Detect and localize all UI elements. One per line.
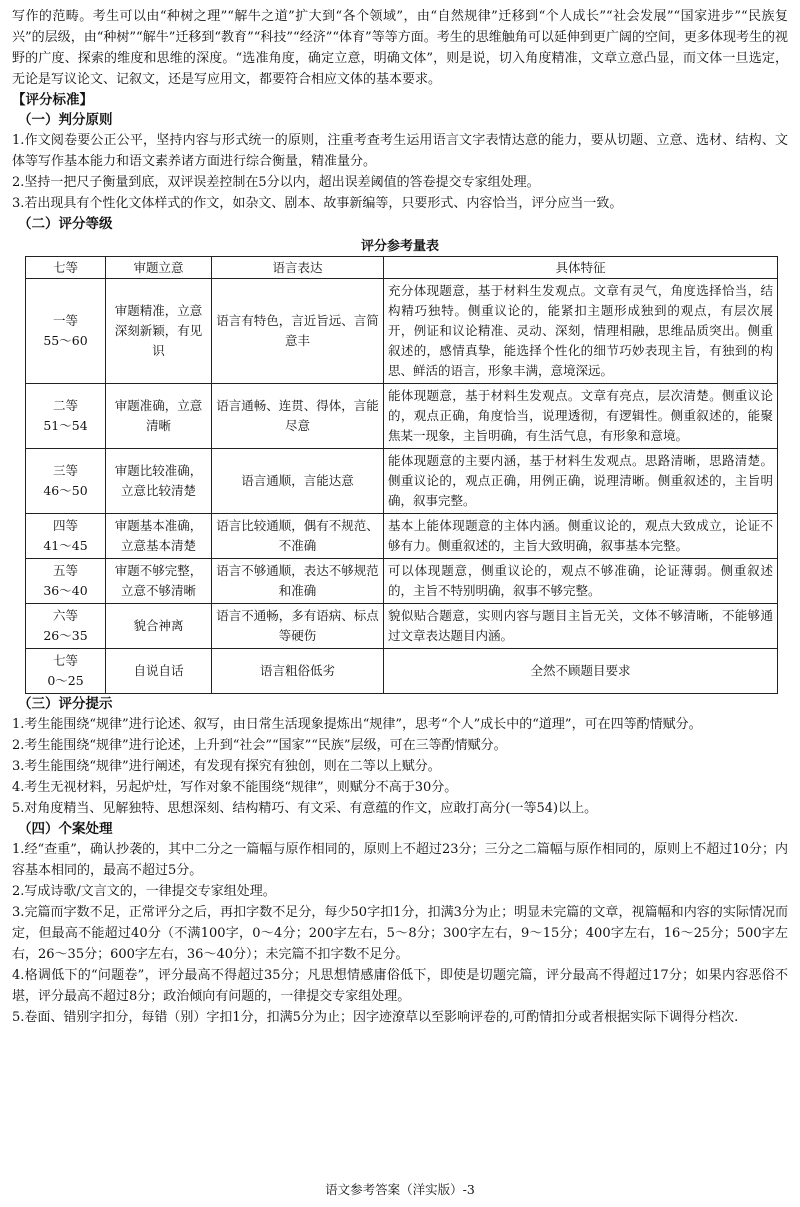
grade-cell xyxy=(26,559,106,604)
s4-item-1: 1.经“查重”，确认抄袭的，其中二分之一篇幅与原作相同的，原则上不超过23分；三分之二篇幅与原作相同的，原则上不超过10分；内容基本相同的，最高不超过5分。 xyxy=(12,842,788,878)
language-cell: 语言通顺，言能达意 xyxy=(212,449,384,514)
s4-item-3: 3.完篇而字数不足，正常评分之后，再扣字数不足分，每少50字扣1分，扣满3分为止；明显未完篇的文章，视篇幅和内容的实际情况而定，但最高不能超过40分（不满100字，0～4分；200字左右，5～8分；300字左右，9～15分；400字左右，16～25分；500字左右，26～35分；600字左右，36～40分）；未完篇不扣字数不足分。 xyxy=(12,905,788,962)
table-header-row xyxy=(26,257,778,279)
table-row xyxy=(26,649,778,694)
s1-item-2: 2.坚持一把尺子衡量到底，双评误差控制在5分以内，超出误差阈值的答卷提交专家组处理。 xyxy=(12,175,540,190)
header-features: 具体特征 xyxy=(384,257,778,279)
table-title: 评分参考量表 xyxy=(360,239,439,254)
language-cell: 语言粗俗低劣 xyxy=(212,649,384,694)
page-footer: 语文参考答案（洋实版）-3 xyxy=(325,1182,475,1197)
topic-cell: 貌合神离 xyxy=(106,604,212,649)
table-row xyxy=(26,604,778,649)
s1-item-3: 3.若出现具有个性化文体样式的作文，如杂文、剧本、故事新编等，只要形式、内容恰当，评分应当一致。 xyxy=(12,196,623,211)
grade-range: 46～50 xyxy=(43,483,88,498)
table-row xyxy=(26,449,778,514)
s3-item-5: 5.对角度精当、见解独特、思想深刻、结构精巧、有文采、有意蕴的作文，应敢打高分(一等54)以上。 xyxy=(12,801,598,816)
topic-cell: 审题不够完整，立意不够清晰 xyxy=(106,559,212,604)
feature-cell: 能体现题意，基于材料生发观点。文章有亮点，层次清楚。侧重议论的，观点正确，角度恰当，说理透彻，有逻辑性。侧重叙述的，能聚焦某一现象，主旨明确，有生活气息，有形象和意境。 xyxy=(384,384,778,449)
grade-range: 55～60 xyxy=(43,333,88,348)
feature-cell: 能体现题意的主要内涵，基于材料生发观点。思路清晰，思路清楚。侧重议论的，观点正确，用例正确，说理清晰。侧重叙述的，主旨明确，叙事完整。 xyxy=(384,449,778,514)
table-row xyxy=(26,559,778,604)
feature-cell: 充分体现题意，基于材料生发观点。文章有灵气，角度选择恰当，结构精巧独特。侧重议论的，能紧扣主题形成独到的观点，有层次展开，例证和议论精准、灵动、深刻，情理相融，思维品质突出。侧重叙述的，感情真挚，能选择个性化的细节巧妙表现主旨，有独到的构思、鲜活的语言，形象丰满，意境深远。 xyxy=(384,279,778,384)
grade-cell xyxy=(26,604,106,649)
grade-cell xyxy=(26,449,106,514)
grade-name: 四等 xyxy=(52,518,78,533)
intro-paragraph: 写作的范畴。考生可以由“种树之理”“解牛之道”扩大到“各个领域”，由“自然规律”迁移到“个人成长”“社会发展”“国家进步”“民族复兴”的层级，由“种树”“解牛”迁移到“教育”“科技”“经济”“体育”等等方面。考生的思维触角可以延伸到更广阔的空间，更多体现考生的视野的广度、探索的维度和思维的深度。“选准角度，确定立意，明确文体”，则是说，切入角度精准，文章立意凸显，而文体一旦选定，无论是写议论文、记叙文，还是写应用文，都要符合相应文体的基本要求。 xyxy=(12,9,788,87)
feature-cell: 貌似贴合题意，实则内容与题目主旨无关，文体不够清晰，不能够通过文章表达题目内涵。 xyxy=(384,604,778,649)
grade-name: 一等 xyxy=(52,313,78,328)
header-topic: 审题立意 xyxy=(106,257,212,279)
topic-cell: 自说自话 xyxy=(106,649,212,694)
grade-name: 五等 xyxy=(52,563,78,578)
s3-item-2: 2.考生能围绕“规律”进行论述，上升到“社会”“国家”“民族”层级，可在三等酌情赋分。 xyxy=(12,738,507,753)
grade-range: 0～25 xyxy=(47,673,84,688)
grade-range: 36～40 xyxy=(43,583,88,598)
grade-name: 六等 xyxy=(52,608,78,623)
grade-name: 三等 xyxy=(52,463,78,478)
criteria-heading: 【评分标准】 xyxy=(12,92,93,108)
document-page xyxy=(12,6,788,1028)
grade-range: 26～35 xyxy=(43,628,88,643)
table-row xyxy=(26,279,778,384)
s4-item-5: 5.卷面、错别字扣分，每错（别）字扣1分，扣满5分为止；因字迹潦草以至影响评卷的,可酌情扣分或者根据实际下调得分档次. xyxy=(12,1010,739,1025)
section-4-heading: （四）个案处理 xyxy=(18,821,113,837)
grade-name: 七等 xyxy=(52,653,78,668)
scoring-table xyxy=(25,256,778,694)
table-row xyxy=(26,384,778,449)
table-row xyxy=(26,514,778,559)
language-cell: 语言比较通顺，偶有不规范、不准确 xyxy=(212,514,384,559)
language-cell: 语言通畅、连贯、得体，言能尽意 xyxy=(212,384,384,449)
topic-cell: 审题精准，立意深刻新颖，有见识 xyxy=(106,279,212,384)
feature-cell: 基本上能体现题意的主体内涵。侧重议论的，观点大致成立，论证不够有力。侧重叙述的，主旨大致明确，叙事基本完整。 xyxy=(384,514,778,559)
feature-cell: 全然不顾题目要求 xyxy=(384,649,778,694)
grade-range: 51～54 xyxy=(43,418,88,433)
header-grade: 七等 xyxy=(26,257,106,279)
language-cell: 语言不通畅，多有语病、标点等硬伤 xyxy=(212,604,384,649)
section-2-heading: （二）评分等级 xyxy=(18,216,113,232)
section-1-heading: （一）判分原则 xyxy=(18,112,113,128)
s4-item-2: 2.写成诗歌/文言文的，一律提交专家组处理。 xyxy=(12,884,276,899)
grade-range: 41～45 xyxy=(43,538,88,553)
s1-item-1: 1.作文阅卷要公正公平，坚持内容与形式统一的原则，注重考查考生运用语言文字表情达意的能力，要从切题、立意、选材、结构、文体等写作基本能力和语文素养诸方面进行综合衡量，精准量分。 xyxy=(12,133,788,169)
topic-cell: 审题准确，立意清晰 xyxy=(106,384,212,449)
header-language: 语言表达 xyxy=(212,257,384,279)
s3-item-1: 1.考生能围绕“规律”进行论述、叙写，由日常生活现象提炼出“规律”，思考“个人”成长中的“道理”，可在四等酌情赋分。 xyxy=(12,717,702,732)
topic-cell: 审题比较准确，立意比较清楚 xyxy=(106,449,212,514)
language-cell: 语言不够通顺，表达不够规范和准确 xyxy=(212,559,384,604)
s4-item-4: 4.格调低下的“问题卷”，评分最高不得超过35分；凡思想情感庸俗低下，即使是切题完篇，评分最高不得超过17分；如果内容恶俗不堪，评分最高不超过8分；政治倾向有问题的，一律提交专家组处理。 xyxy=(12,968,788,1004)
grade-cell xyxy=(26,514,106,559)
language-cell: 语言有特色，言近旨远、言简意丰 xyxy=(212,279,384,384)
s3-item-3: 3.考生能围绕“规律”进行阐述，有发现有探究有独创，则在二等以上赋分。 xyxy=(12,759,441,774)
grade-cell xyxy=(26,279,106,384)
s3-item-4: 4.考生无视材料，另起炉灶，写作对象不能围绕“规律”，则赋分不高于30分。 xyxy=(12,780,458,795)
grade-name: 二等 xyxy=(52,398,78,413)
section-3-heading: （三）评分提示 xyxy=(18,696,113,712)
grade-cell xyxy=(26,384,106,449)
feature-cell: 可以体现题意，侧重议论的，观点不够准确，论证薄弱。侧重叙述的，主旨不特别明确，叙事不够完整。 xyxy=(384,559,778,604)
grade-cell xyxy=(26,649,106,694)
topic-cell: 审题基本准确，立意基本清楚 xyxy=(106,514,212,559)
